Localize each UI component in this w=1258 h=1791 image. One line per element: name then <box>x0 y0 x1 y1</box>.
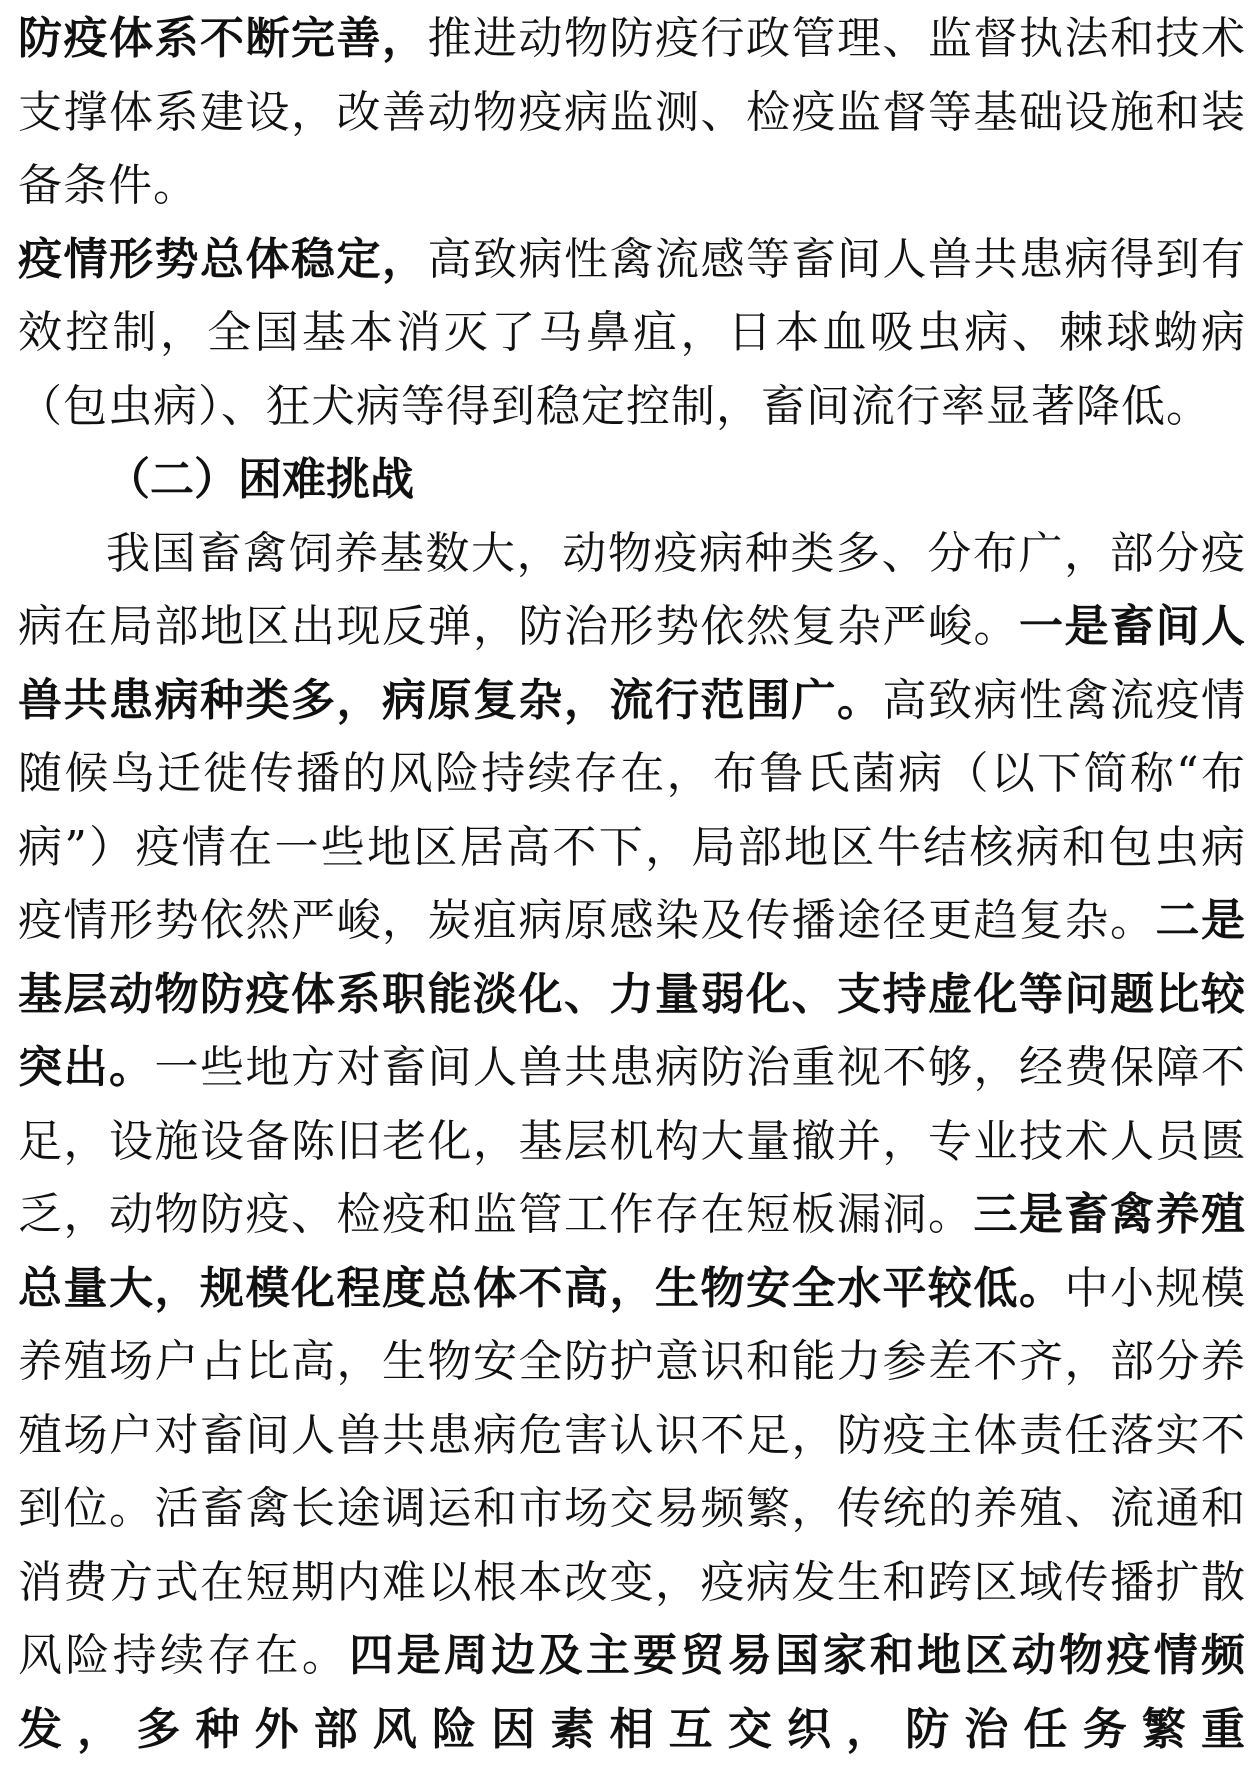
challenges-intro: 我国畜禽饲养基数大，动物疫病种类多、分布广，部分疫病在局部地区出现反弹，防治形势依然复杂严峻。 <box>18 527 1246 652</box>
paragraph-epidemic <box>18 223 1246 444</box>
bold-lead-epidemic: 疫情形势总体稳定， <box>18 233 428 285</box>
challenge-two-bold: 二是基层动物防疫体系职能淡化、力量弱化、支持虚化等问题比较突出。 <box>18 895 1246 1093</box>
paragraph-system <box>18 0 1246 223</box>
paragraph-challenges <box>18 517 1246 1767</box>
paragraph-system-text: 推进动物防疫行政管理、监督执法和技术支撑体系建设，改善动物疫病监测、检疫监督等基础设施和装备条件。 <box>18 13 1246 211</box>
challenge-one-text: 高致病性禽流疫情随候鸟迁徙传播的风险持续存在，布鲁氏菌病（以下简称“布病”）疫情在一些地区居高不下，局部地区牛结核病和包虫病疫情形势依然严峻，炭疽病原感染及传播途径更趋复杂。 <box>18 674 1246 946</box>
challenge-four-bold: 四是周边及主要贸易国家和地区动物疫情频发，多种外部风险因素相互交织，防治任务繁重 <box>18 1630 1247 1755</box>
challenge-three-bold: 三是畜禽养殖总量大，规模化程度总体不高，生物安全水平较低。 <box>18 1189 1246 1314</box>
challenge-one-bold: 一是畜间人兽共患病种类多，病原复杂，流行范围广。 <box>18 601 1246 726</box>
challenge-two-text: 一些地方对畜间人兽共患病防治重视不够，经费保障不足，设施设备陈旧老化，基层机构大量撤并，专业技术人员匮乏，动物防疫、检疫和监管工作存在短板漏洞。 <box>18 1042 1246 1240</box>
bold-lead-system: 防疫体系不断完善， <box>18 13 428 64</box>
challenge-three-text: 中小规模养殖场户占比高，生物安全防护意识和能力参差不齐，部分养殖场户对畜间人兽共患病危害认识不足，防疫主体责任落实不到位。活畜禽长途调运和市场交易频繁，传统的养殖、流通和消费方式在短期内难以根本改变，疫病发生和跨区域传播扩散风险持续存在。 <box>18 1262 1246 1681</box>
section-heading: （二）困难挑战 <box>106 454 414 505</box>
paragraph-epidemic-text: 高致病性禽流感等畜间人兽共患病得到有效控制，全国基本消灭了马鼻疽，日本血吸虫病、棘球蚴病（包虫病）、狂犬病等得到稳定控制，畜间流行率显著降低。 <box>18 233 1246 432</box>
